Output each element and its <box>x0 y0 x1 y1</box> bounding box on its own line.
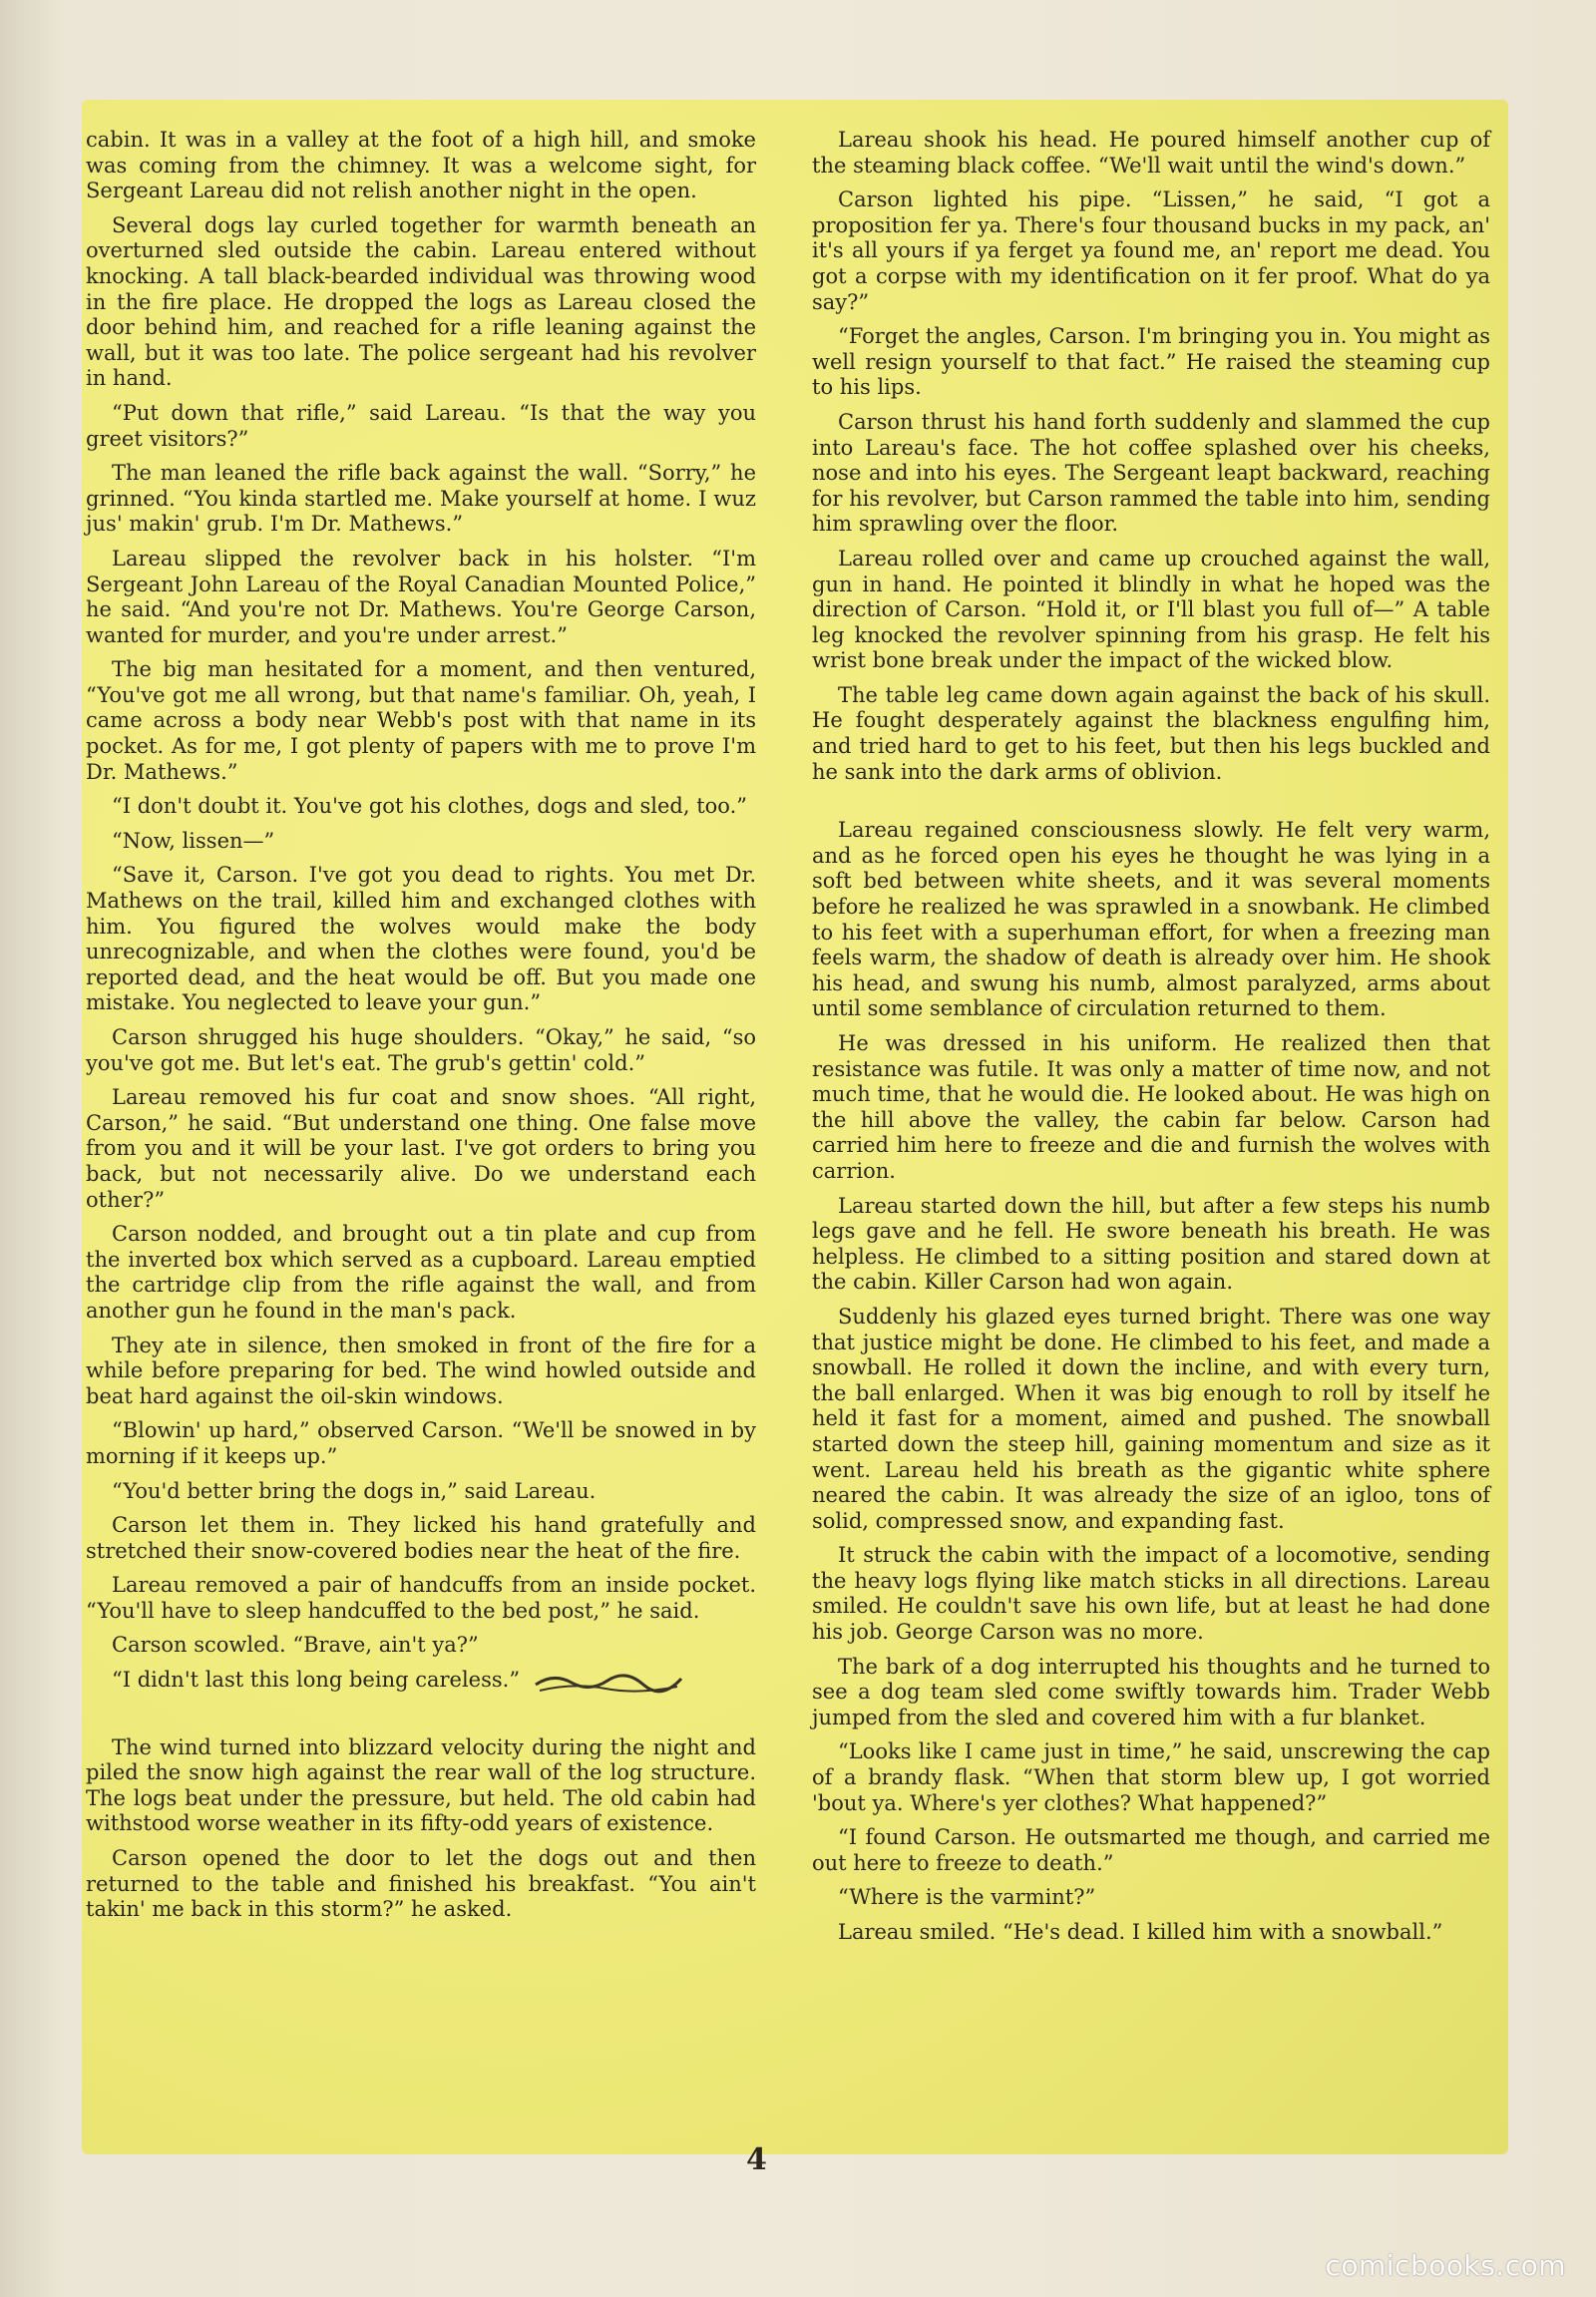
paragraph: Carson nodded, and brought out a tin plate and cup from the inverted box which served as a cupboard. Lareau emptied the cartridge clip from the rifle against the wall, and from another gun he found in the man's pack. <box>86 1222 756 1323</box>
paragraph: Suddenly his glazed eyes turned bright. There was one way that justice might be done. He climbed to his feet, and made a snowball. He rolled it down the incline, and with every turn, the ball enlarged. When it was big enough to roll by itself he held it fast for a moment, aimed and pushed. The snowball started down the steep hill, gaining momentum and size as it went. Lareau held his breath as the gigantic white sphere neared the cabin. It was already the size of an igloo, tons of solid, compressed snow, and expanding fast. <box>812 1304 1490 1533</box>
dialogue-text: “I didn't last this long being careless.” <box>112 1668 521 1693</box>
paragraph <box>86 1668 756 1695</box>
paragraph: Lareau removed his fur coat and snow shoes. “All right, Carson,” he said. “But understand one thing. One false move from you and it will be your last. I've got orders to bring you back, but not necessarily alive. Do we understand each other?” <box>86 1085 756 1212</box>
paragraph: Carson lighted his pipe. “Lissen,” he said, “I got a proposition fer ya. There's four thousand bucks in my pack, an' it's all yours if ya ferget ya found me, an' report me dead. You got a corpse with my identification on it fer proof. What do ya say?” <box>812 188 1490 314</box>
paragraph: Carson let them in. They licked his hand gratefully and stretched their snow-covered bodies near the heat of the fire. <box>86 1513 756 1563</box>
page-number: 4 <box>746 2142 767 2177</box>
paragraph: The table leg came down again against the back of his skull. He fought desperately against the blackness engulfing him, and tried hard to get to his feet, but then his legs buckled and he sank into the dark arms of oblivion. <box>812 682 1490 784</box>
paragraph: They ate in silence, then smoked in front of the fire for a while before preparing for bed. The wind howled outside and beat hard against the oil-skin windows. <box>86 1333 756 1408</box>
paragraph: Lareau shook his head. He poured himself another cup of the steaming black coffee. “We'll wait until the wind's down.” <box>812 128 1490 178</box>
paragraph: Carson shrugged his huge shoulders. “Okay,” he said, “so you've got me. But let's eat. The grub's gettin' cold.” <box>86 1025 756 1075</box>
paragraph: “Looks like I came just in time,” he said, unscrewing the cap of a brandy flask. “When that storm blew up, I got worried 'bout ya. Where's yer clothes? What happened?” <box>812 1739 1490 1815</box>
paragraph: “You'd better bring the dogs in,” said Lareau. <box>112 1478 597 1503</box>
paragraph: The bark of a dog interrupted his thoughts and he turned to see a dog team sled come swiftly towards him. Trader Webb jumped from the sled and covered him with a fur blanket. <box>812 1654 1490 1729</box>
paragraph: “Forget the angles, Carson. I'm bringing you in. You might as well resign yourself to that fact.” He raised the steaming cup to his lips. <box>812 324 1490 400</box>
paragraph: Several dogs lay curled together for warmth beneath an overturned sled outside the cabin. Lareau entered without knocking. A tall black-bearded individual was throwing wood in the fire place. He dropped the logs as Lareau closed the door behind him, and reached for a rifle leaning against the wall, but it was too late. The police sergeant had his revolver in hand. <box>86 212 756 391</box>
paragraph: “Now, lissen—” <box>112 828 275 853</box>
paragraph: Lareau rolled over and came up crouched against the wall, gun in hand. He pointed it blindly in what he hoped was the direction of Carson. “Hold it, or I'll blast you full of—” A table leg knocked the revolver spinning from his grasp. He felt his wrist bone break under the impact of the wicked blow. <box>812 546 1490 673</box>
paragraph: cabin. It was in a valley at the foot of a high hill, and smoke was coming from the chimney. It was a welcome sight, for Sergeant Lareau did not relish another night in the open. <box>86 128 756 203</box>
right-text-column <box>812 128 1490 1955</box>
paragraph: It struck the cabin with the impact of a locomotive, sending the heavy logs flying like match sticks in all directions. Lareau smiled. He couldn't save his own life, but at least he had done his job. George Carson was no more. <box>812 1543 1490 1645</box>
paragraph: Lareau regained consciousness slowly. He felt very warm, and as he forced open his eyes he thought he was lying in a soft bed between white sheets, and it was several moments before he realized he was sprawled in a snowbank. He climbed to his feet with a superhuman effort, for when a freezing man feels warm, the shadow of death is already over him. He shook his head, and swung his numb, almost paralyzed, arms about until some semblance of circulation returned to them. <box>812 818 1490 1021</box>
scene-break <box>812 794 1490 818</box>
paragraph: Carson thrust his hand forth suddenly and slammed the cup into Lareau's face. The hot coffee splashed over his cheeks, nose and into his eyes. The Sergeant leapt backward, reaching for his revolver, but Carson rammed the table into him, sending him sprawling over the floor. <box>812 409 1490 537</box>
paragraph: Lareau slipped the revolver back in his holster. “I'm Sergeant John Lareau of the Royal Canadian Mounted Police,” he said. “And you're not Dr. Mathews. You're George Carson, wanted for murder, and you're under arrest.” <box>86 546 756 647</box>
paragraph: “Where is the varmint?” <box>838 1885 1096 1910</box>
paragraph: “Put down that rifle,” said Lareau. “Is that the way you greet visitors?” <box>86 400 756 451</box>
paragraph: The big man hesitated for a moment, and then ventured, “You've got me all wrong, but that name's familiar. Oh, yeah, I came across a body near Webb's post with that name in its pocket. As for me, I got plenty of papers with me to prove I'm Dr. Mathews.” <box>86 657 756 784</box>
paragraph: Lareau started down the hill, but after a few steps his numb legs gave and he fell. He swore beneath his breath. He was helpless. He climbed to a sitting position and stared down at the cabin. Killer Carson had won again. <box>812 1193 1490 1295</box>
paragraph: He was dressed in his uniform. He realized then that resistance was futile. It was only a matter of time now, and not much time, that he would die. He looked about. He was high on the hill above the valley, the cabin far below. Carson had carried him here to freeze and die and furnish the wolves with carrion. <box>812 1031 1490 1183</box>
paragraph: The man leaned the rifle back against the wall. “Sorry,” he grinned. “You kinda startled me. Make yourself at home. I wuz jus' makin' grub. I'm Dr. Mathews.” <box>86 461 756 537</box>
paragraph: “I found Carson. He outsmarted me though, and carried me out here to freeze to death.” <box>812 1825 1490 1875</box>
paragraph: “Save it, Carson. I've got you dead to rights. You met Dr. Mathews on the trail, killed him and exchanged clothes with him. You figured the wolves would make the body unrecognizable, and when the clothes were found, you'd be reported dead, and the heat would be off. But you made one mistake. You neglected to leave your gun.” <box>86 863 756 1015</box>
ink-smudge-ornament <box>534 1669 683 1695</box>
paragraph: “I don't doubt it. You've got his clothes, dogs and sled, too.” <box>112 794 747 819</box>
left-text-column <box>86 128 756 1932</box>
paragraph: Carson scowled. “Brave, ain't ya?” <box>112 1633 479 1658</box>
scene-break <box>86 1704 756 1735</box>
paragraph: The wind turned into blizzard velocity during the night and piled the snow high against the rear wall of the log structure. The logs beat under the pressure, but held. The old cabin had withstood worse weather in its fifty-odd years of existence. <box>86 1734 756 1836</box>
paragraph: Lareau removed a pair of handcuffs from an inside pocket. “You'll have to sleep handcuffed to the bed post,” he said. <box>86 1573 756 1623</box>
site-watermark: comicbooks.com <box>1325 2249 1566 2282</box>
paragraph: Lareau smiled. “He's dead. I killed him with a snowball.” <box>838 1920 1443 1944</box>
paragraph: Carson opened the door to let the dogs out and then returned to the table and finished his breakfast. “You ain't takin' me back in this storm?” he asked. <box>86 1845 756 1922</box>
paragraph: “Blowin' up hard,” observed Carson. “We'll be snowed in by morning if it keeps up.” <box>86 1418 756 1468</box>
